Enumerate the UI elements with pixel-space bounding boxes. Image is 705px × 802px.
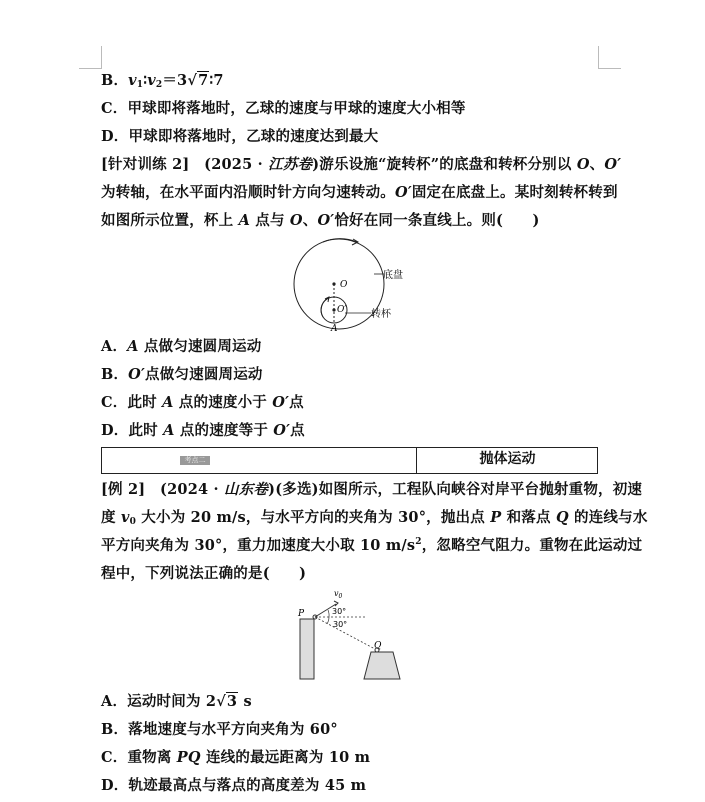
example-line-1: [例 2] (2024 · 山东卷)(多选)如图所示，工程队向峡谷对岸平台抛射重物，初速 (101, 481, 643, 498)
example-line-3: 平方向夹角为 30°，重力加速度大小取 10 $m/s^2$，忽略空气阻力。重物在此运动过 (101, 537, 643, 554)
example-option-b: B．落地速度与水平方向夹角为 60° (101, 721, 338, 738)
training-line-3: 如图所示位置，杯上 A 点与 O、O′恰好在同一条直线上。则( ) (101, 212, 540, 229)
q1-option-c: C．甲球即将落地时，乙球的速度与甲球的速度大小相等 (101, 100, 466, 117)
projectile-figure (290, 586, 420, 684)
label-o: O (340, 280, 348, 290)
example-option-d: D．轨迹最高点与落点的高度差为 45 m (101, 777, 367, 794)
label-v0: $v_0$ (334, 589, 343, 600)
section-header-table (101, 447, 598, 474)
rotating-cup-figure (285, 236, 415, 332)
training-option-a: A．A 点做匀速圆周运动 (101, 338, 262, 355)
label-angle-up: 30° (332, 607, 347, 616)
section-title: 抛体运动 (416, 448, 598, 473)
training-option-c: C．此时 A 点的速度小于 O′点 (101, 394, 304, 411)
training-option-d: D．此时 A 点的速度等于 O′点 (101, 422, 305, 439)
landing-platform (364, 652, 400, 679)
training-line-1: [针对训练 2] (2025 · 江苏卷)游乐设施“旋转杯”的底盘和转杯分别以 O、O′ (101, 156, 622, 173)
sqrt-symbol: √3 (216, 693, 238, 710)
label-angle-down: 30° (333, 620, 348, 629)
example-line-4: 程中，下列说法正确的是( ) (101, 565, 307, 582)
q1-option-d: D．甲球即将落地时，乙球的速度达到最大 (101, 128, 379, 145)
sqrt-symbol: √7 (187, 72, 209, 89)
example-option-a: A．运动时间为 2√3 s (101, 693, 252, 710)
label-a: A (331, 324, 338, 332)
cup-rotation-arrow (321, 298, 328, 317)
label-q: Q (374, 641, 382, 651)
example-line-2: 度 $v_0$ 大小为 20 m/s，与水平方向的夹角为 30°，抛出点 P 和落点 Q 的连线与水 (101, 509, 648, 527)
section-tag: 考点二 (180, 456, 210, 465)
label-o-prime: O′ (337, 305, 347, 315)
label-p: P (298, 609, 305, 619)
example-option-c: C．重物离 PQ 连线的最远距离为 10 m (101, 749, 371, 766)
q1-option-b: B．$v_1∶v_2=3√7∶7$ (101, 72, 224, 90)
training-line-2: 为转轴，在水平面内沿顺时针方向匀速转动。O′固定在底盘上。某时刻转杯转到 (101, 184, 618, 201)
label-cup: 转杯 (371, 309, 391, 320)
label-base-disc: 底盘 (383, 270, 403, 281)
corner-mark-left (79, 46, 102, 69)
corner-mark-right (598, 46, 621, 69)
launch-pillar (300, 619, 314, 679)
training-option-b: B．O′点做匀速圆周运动 (101, 366, 263, 383)
